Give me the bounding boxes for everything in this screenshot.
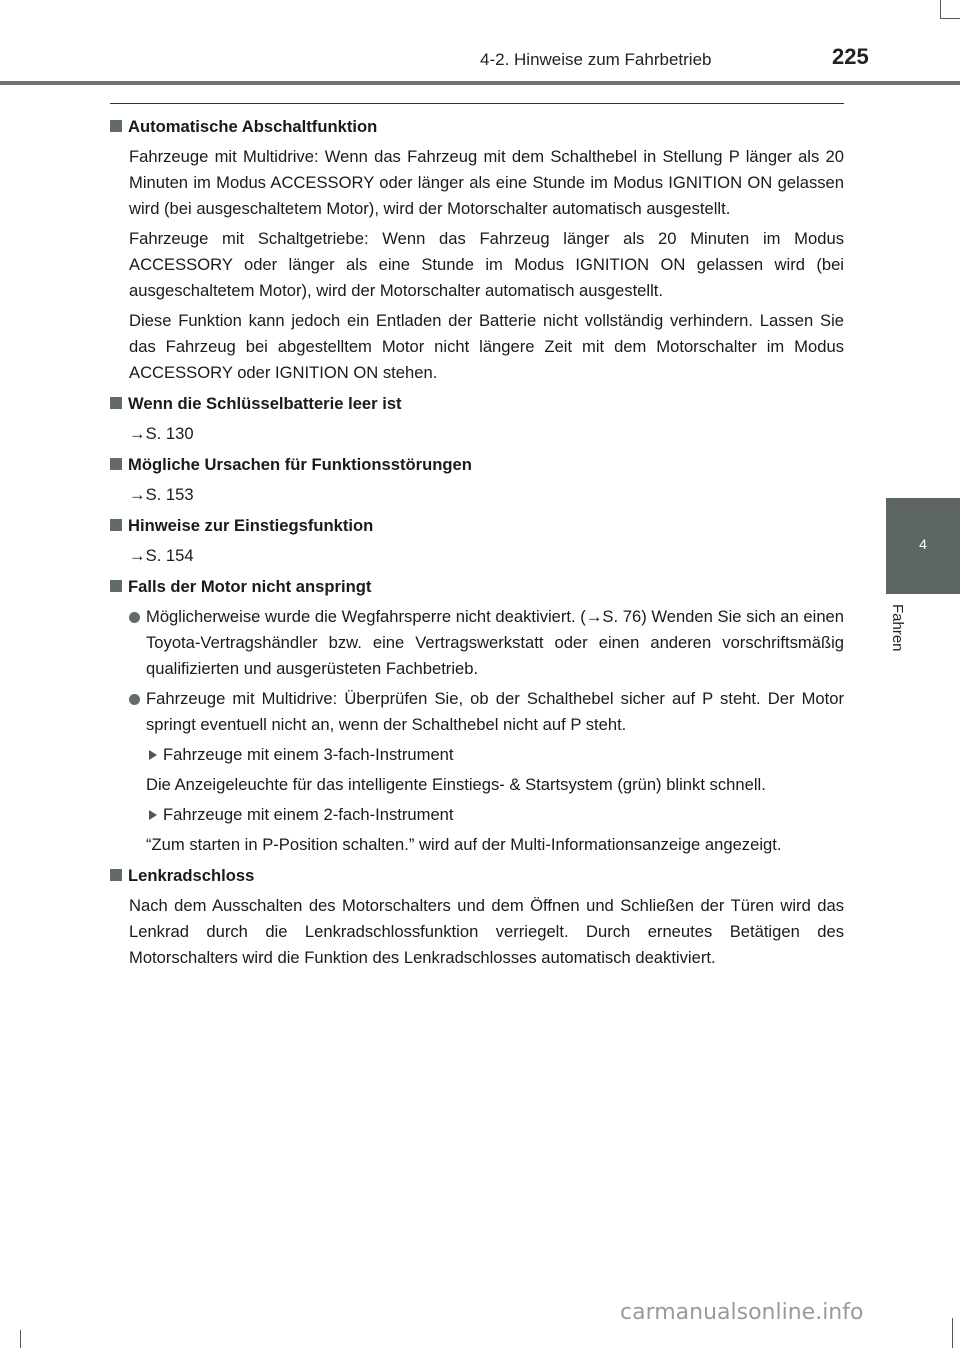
paragraph: Diese Funktion kann jedoch ein Entladen der Batterie nicht vollständig verhindern. Lassen Sie das Fahrzeug bei abgestelltem Motor nicht längere Zeit mit dem Motorschalter im Modus ACCESSORY oder IGNITION ON stehen. — [129, 311, 844, 382]
paragraph: Nach dem Ausschalten des Motorschalters und dem Öffnen und Schließen der Türen wird das Lenkrad durch die Lenkradschlossfunktion verriegelt. Durch erneutes Betätigen des Motorschalters wird die Funktion des Lenkradschlosses automatisch deaktiviert. — [129, 896, 844, 967]
sub-heading: Fahrzeuge mit einem 3-fach-Instrument — [146, 742, 844, 768]
square-bullet-icon — [110, 397, 122, 409]
circle-bullet-icon — [129, 612, 140, 623]
section-title: Falls der Motor nicht anspringt — [110, 574, 844, 600]
section-title: Hinweise zur Einstiegsfunktion — [110, 513, 844, 539]
section-title: Mögliche Ursachen für Funktionsstörungen — [110, 452, 844, 478]
list-item: Fahrzeuge mit Multidrive: Überprüfen Sie, ob der Schalthebel sicher auf P steht. Der Motor springt eventuell nicht an, wenn der Schalthebel nicht auf P steht. — [129, 686, 844, 738]
square-bullet-icon — [110, 519, 122, 531]
square-bullet-icon — [110, 458, 122, 470]
crop-mark — [940, 0, 941, 18]
page-reference: →S. 130 — [129, 424, 194, 443]
crop-mark — [940, 18, 960, 19]
section-title: Wenn die Schlüsselbatterie leer ist — [110, 391, 844, 417]
paragraph: “Zum starten in P-Position schalten.” wird auf der Multi-Informationsanzeige angezeigt. — [146, 835, 782, 854]
page-reference: →S. 154 — [129, 546, 194, 565]
section-engine-not-starting — [110, 574, 844, 858]
chapter-heading: 4-2. Hinweise zum Fahrbetrieb — [480, 50, 712, 69]
section-steering-lock — [110, 863, 844, 971]
square-bullet-icon — [110, 580, 122, 592]
list-item: Möglicherweise wurde die Wegfahrsperre nicht deaktiviert. (→S. 76) Wenden Sie sich an einen Toyota-Vertragshändler bzw. eine Vertragswerkstatt oder einen anderen vorschriftsmäßig qualifizierten und ausgerüsteten Fachbetrieb. — [129, 604, 844, 682]
sub-heading: Fahrzeuge mit einem 2-fach-Instrument — [146, 802, 844, 828]
crop-mark — [952, 1318, 953, 1348]
content-rule — [110, 103, 844, 104]
paragraph: Fahrzeuge mit Schaltgetriebe: Wenn das Fahrzeug länger als 20 Minuten im Modus ACCESSORY oder länger als eine Stunde im Modus IGNITION ON gelassen wird (bei ausgeschaltetem Motor), wird der Motorschalter automatisch ausgestellt. — [129, 229, 844, 300]
watermark: carmanualsonline.info — [620, 1300, 864, 1325]
square-bullet-icon — [110, 120, 122, 132]
page-reference: →S. 153 — [129, 485, 194, 504]
triangle-bullet-icon — [149, 810, 157, 820]
section-key-battery — [110, 391, 844, 447]
page-content — [110, 114, 844, 976]
section-title: Automatische Abschaltfunktion — [110, 114, 844, 140]
triangle-bullet-icon — [149, 750, 157, 760]
circle-bullet-icon — [129, 694, 140, 705]
section-auto-shutoff — [110, 114, 844, 386]
section-title: Lenkradschloss — [110, 863, 844, 889]
page-number: 225 — [832, 44, 869, 69]
section-malfunction-causes — [110, 452, 844, 508]
header-rule — [0, 81, 960, 85]
chapter-tab-number: 4 — [919, 536, 927, 552]
crop-mark — [20, 1330, 21, 1348]
paragraph: Die Anzeigeleuchte für das intelligente Einstiegs- & Startsystem (grün) blinkt schnell. — [146, 775, 766, 794]
paragraph: Fahrzeuge mit Multidrive: Wenn das Fahrzeug mit dem Schalthebel in Stellung P länger als 20 Minuten im Modus ACCESSORY oder länger als eine Stunde im Modus IGNITION ON gelassen wird (bei ausgeschaltetem Motor), wird der Motorschalter automatisch ausgestellt. — [129, 147, 844, 218]
section-entry-function — [110, 513, 844, 569]
square-bullet-icon — [110, 869, 122, 881]
